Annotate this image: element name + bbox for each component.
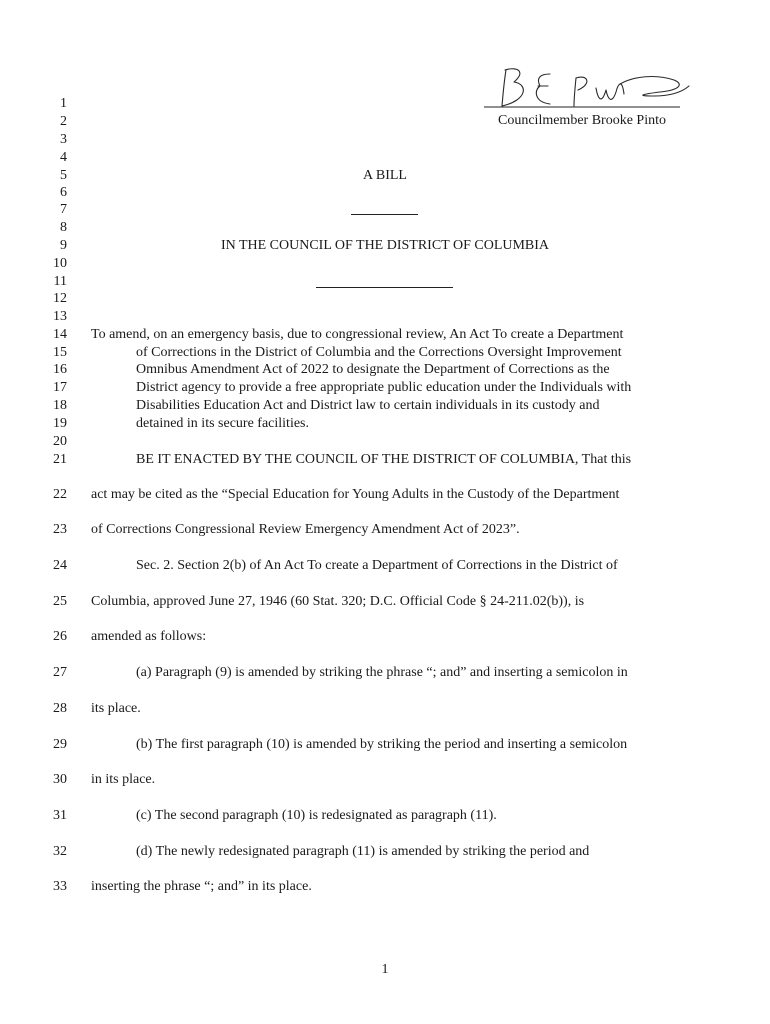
line-number: 30 [53,772,67,787]
line-number: 28 [53,701,67,716]
body-line: in its place. [91,772,156,787]
paragraph-b: (b) The first paragraph (10) is amended by striking the period and inserting a semicolon [136,737,628,752]
line-number: 13 [53,309,67,324]
signer-name: Councilmember Brooke Pinto [498,113,666,128]
line-number: 6 [60,185,67,200]
line-number: 4 [60,150,67,165]
body-line: Columbia, approved June 27, 1946 (60 Stat. 320; D.C. Official Code § 24-211.02(b)), is [91,594,585,609]
line-number: 31 [53,808,67,823]
line-number: 14 [53,327,67,342]
body-line: its place. [91,701,141,716]
line-number: 7 [60,202,67,217]
line-number: 11 [53,274,67,289]
paragraph-a: (a) Paragraph (9) is amended by striking the phrase “; and” and inserting a semicolon in [136,665,628,680]
line-number: 1 [60,96,67,111]
line-number: 22 [53,487,67,502]
line-number: 33 [53,879,67,894]
council-heading: IN THE COUNCIL OF THE DISTRICT OF COLUMBIA [220,238,550,253]
line-number: 8 [60,220,67,235]
line-number: 21 [53,452,67,467]
line-number: 16 [53,362,67,377]
signature-image [484,60,694,110]
line-number: 20 [53,434,67,449]
enacting-clause: BE IT ENACTED BY THE COUNCIL OF THE DISTRICT OF COLUMBIA, That this [136,452,632,467]
line-number: 9 [60,238,67,253]
line-number: 26 [53,629,67,644]
page-number: 1 [381,962,389,977]
long-title-first-line: To amend, on an emergency basis, due to congressional review, An Act To create a Department [91,327,624,342]
bill-title: A BILL [363,168,407,183]
line-number: 15 [53,345,67,360]
body-line: inserting the phrase “; and” in its place. [91,879,312,894]
long-title-line: detained in its secure facilities. [136,416,309,431]
line-number: 27 [53,665,67,680]
line-number: 2 [60,114,67,129]
line-number: 10 [53,256,67,271]
line-number: 24 [53,558,67,573]
line-number: 29 [53,737,67,752]
line-number: 12 [53,291,67,306]
line-number: 25 [53,594,67,609]
long-title-line: Disabilities Education Act and District law to certain individuals in its custody and [136,398,600,413]
long-title-line: Omnibus Amendment Act of 2022 to designate the Department of Corrections as the [136,362,610,377]
paragraph-c: (c) The second paragraph (10) is redesignated as paragraph (11). [136,808,497,823]
body-line: of Corrections Congressional Review Emergency Amendment Act of 2023”. [91,522,520,537]
line-number: 23 [53,522,67,537]
long-title-line: District agency to provide a free appropriate public education under the Individuals with [136,380,632,395]
line-number: 3 [60,132,67,147]
line-number: 5 [60,168,67,183]
line-number: 32 [53,844,67,859]
section-2-heading: Sec. 2. Section 2(b) of An Act To create a Department of Corrections in the District of [136,558,618,573]
line-number: 18 [53,398,67,413]
line-number: 17 [53,380,67,395]
line-number: 19 [53,416,67,431]
long-title-line: of Corrections in the District of Columbia and the Corrections Oversight Improvement [136,345,622,360]
body-line: act may be cited as the “Special Education for Young Adults in the Custody of the Department [91,487,620,502]
council-underline [316,287,453,288]
body-line: amended as follows: [91,629,207,644]
title-underline [351,214,418,215]
paragraph-d: (d) The newly redesignated paragraph (11) is amended by striking the period and [136,844,590,859]
